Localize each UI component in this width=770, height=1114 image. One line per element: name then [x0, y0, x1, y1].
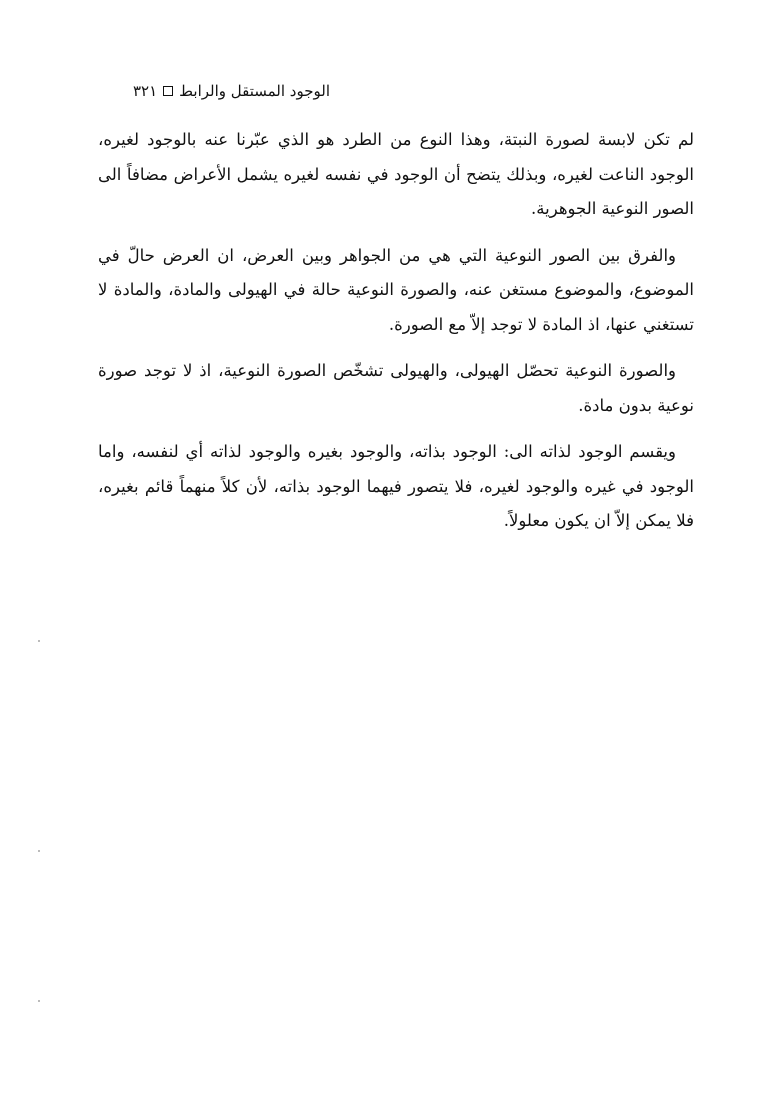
scan-speck — [38, 850, 40, 852]
square-separator-icon — [163, 86, 173, 96]
page-number: ٣٢١ — [133, 82, 158, 100]
scan-speck — [38, 1000, 40, 1002]
paragraph-2: والفرق بين الصور النوعية التي هي من الجواهر وبين العرض، ان العرض حالّ في الموضوع، والموضوع مستغن عنه، والصورة النوعية حالة في الهيولى والمادة، والمادة لا تستغني عنها، اذ المادة لا توجد إلاّ مع الصورة. — [98, 245, 694, 334]
paragraph-4: ويقسم الوجود لذاته الى: الوجود بذاته، والوجود بغيره والوجود لذاته أي لنفسه، واما الوجود في غيره والوجود لغيره، فلا يتصور فيهما الوجود بذاته، لأن كلاً منهماً قائم بغيره، فلا يمكن إلاّ ان يكون معلولاً. — [98, 442, 694, 530]
header-title: الوجود المستقل والرابط — [179, 82, 330, 100]
body-text — [98, 123, 694, 551]
paragraph-3: والصورة النوعية تحصّل الهيولى، والهيولى تشخّص الصورة النوعية، اذ لا توجد صورة نوعية بدون مادة. — [98, 361, 694, 415]
scan-speck — [38, 640, 40, 642]
running-header — [108, 78, 330, 104]
paragraph-1: لم تكن لابسة لصورة النبتة، وهذا النوع من الطرد هو الذي عبّرنا عنه بالوجود لغيره، الوجود الناعت لغيره، وبذلك يتضح أن الوجود في نفسه لغيره يشمل الأعراض مضافاً الى الصور النوعية الجوهرية. — [98, 130, 694, 218]
